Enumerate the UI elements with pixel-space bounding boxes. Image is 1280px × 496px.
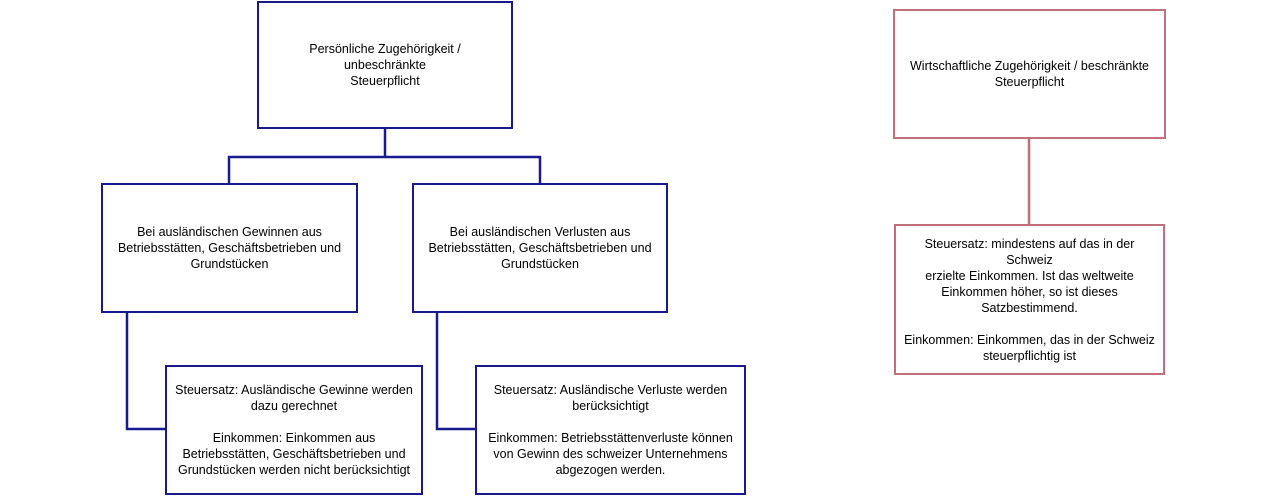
box-economic-liability (893, 9, 1166, 139)
box-losses-detail (475, 365, 746, 495)
losses-income-text: Einkommen: Betriebsstättenverluste können von Gewinn des schweizer Unternehmens abgezogen werden. (488, 431, 733, 477)
box-foreign-gains-text: Bei ausländischen Gewinnen aus Betriebsstätten, Geschäftsbetrieben und Grundstücken (117, 225, 342, 271)
gains-income-text: Einkommen: Einkommen aus Betriebsstätten, Geschäftsbetrieben und Grundstücken werden nicht berücksichtigt (177, 431, 411, 477)
box-gains-detail (165, 365, 423, 495)
losses-tax-rate-text: Steuersatz: Ausländische Verluste werden berücksichtigt (493, 383, 728, 413)
box-economic-detail (894, 224, 1165, 375)
economic-income-text: Einkommen: Einkommen, das in der Schweiz steuerpflichtig ist (904, 332, 1155, 363)
box-personal-liability (257, 1, 513, 129)
box-economic-liability-text: Wirtschaftliche Zugehörigkeit / beschränkte Steuerpflicht (910, 59, 1149, 89)
connector-root-to-branches (229, 129, 540, 183)
gains-tax-rate-text: Steuersatz: Ausländische Gewinne werden dazu gerechnet (175, 383, 413, 413)
box-foreign-losses-text: Bei ausländischen Verlusten aus Betriebsstätten, Geschäftsbetrieben und Grundstücken (428, 225, 652, 271)
box-foreign-losses (412, 183, 668, 313)
box-foreign-gains (101, 183, 358, 313)
connector-gains-to-detail (127, 313, 165, 429)
economic-tax-rate-text: Steuersatz: mindestens auf das in der Schweiz erzielte Einkommen. Ist das weltweite Einkommen höher, so ist dieses Satzbestimmend. (924, 236, 1135, 315)
box-personal-liability-text: Persönliche Zugehörigkeit / unbeschränkte Steuerpflicht (309, 42, 461, 88)
connector-losses-to-detail (437, 313, 475, 429)
